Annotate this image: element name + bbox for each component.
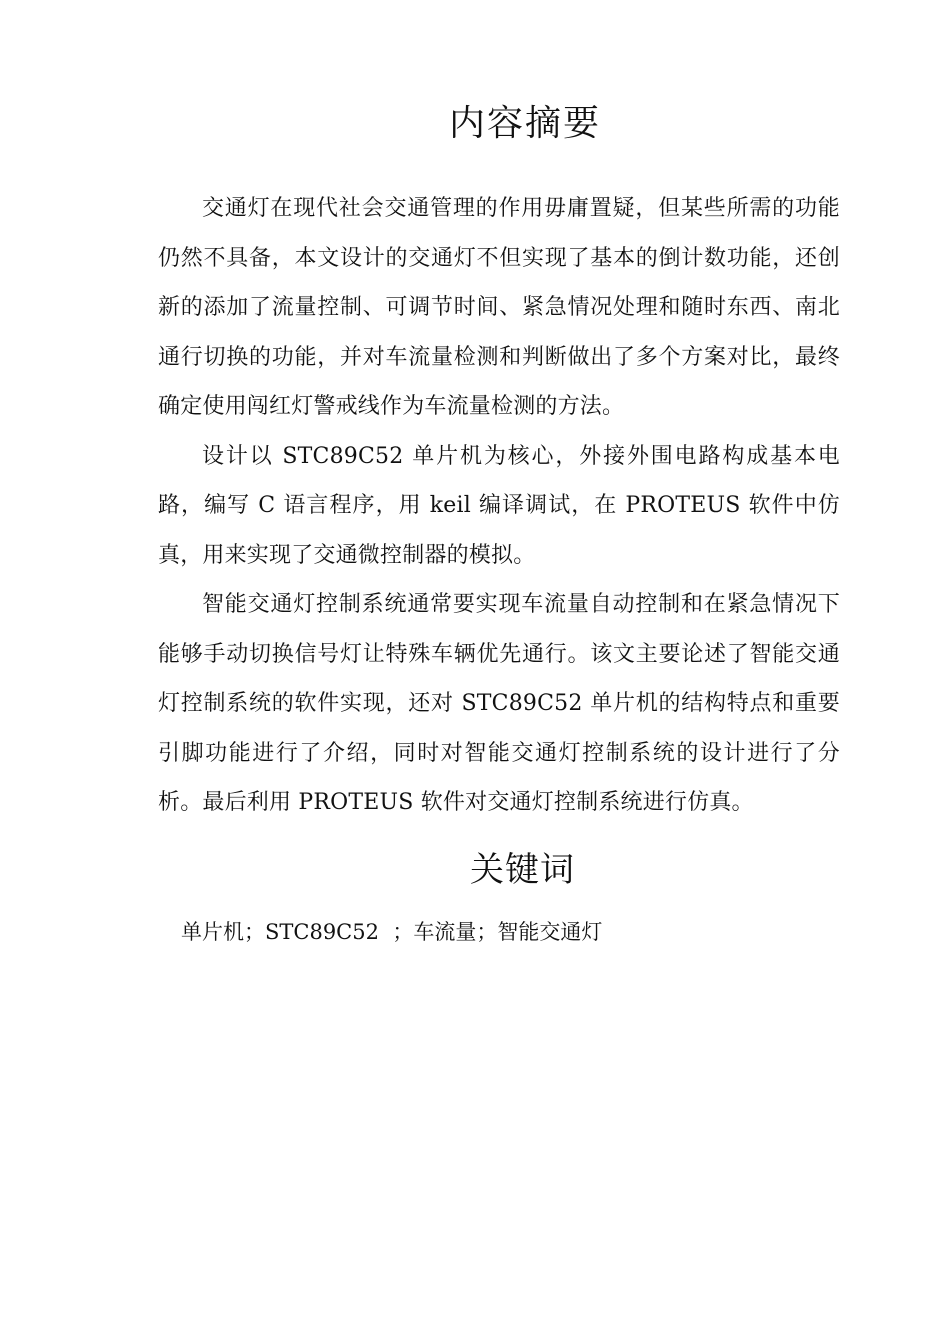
abstract-paragraph-1: 交通灯在现代社会交通管理的作用毋庸置疑，但某些所需的功能仍然不具备，本文设计的交通灯不但实现了基本的倒计数功能，还创新的添加了流量控制、可调节时间、紧急情况处理和随时东西、南北通行切换的功能，并对车流量检测和判断做出了多个方案对比，最终确定使用闯红灯警戒线作为车流量检测的方法。 — [158, 196, 840, 419]
abstract-paragraph-2: 设计以 STC89C52 单片机为核心，外接外围电路构成基本电路，编写 C 语言程序，用 keil 编译调试，在 PROTEUS 软件中仿真，用来实现了交通微控制器的模拟。 — [158, 443, 840, 568]
abstract-body — [158, 184, 840, 828]
abstract-paragraph-3: 智能交通灯控制系统通常要实现车流量自动控制和在紧急情况下能够手动切换信号灯让特殊车辆优先通行。该文主要论述了智能交通灯控制系统的软件实现，还对 STC89C52 单片机的结构特点和重要引脚功能进行了介绍，同时对智能交通灯控制系统的设计进行了分析。最后利用 PROTEUS 软件对交通灯控制系统进行仿真。 — [158, 592, 840, 815]
keywords-list: 单片机；STC89C52 ；车流量；智能交通灯 — [181, 920, 603, 944]
abstract-title: 内容摘要 — [448, 103, 601, 144]
keywords-title: 关键词 — [470, 850, 575, 890]
